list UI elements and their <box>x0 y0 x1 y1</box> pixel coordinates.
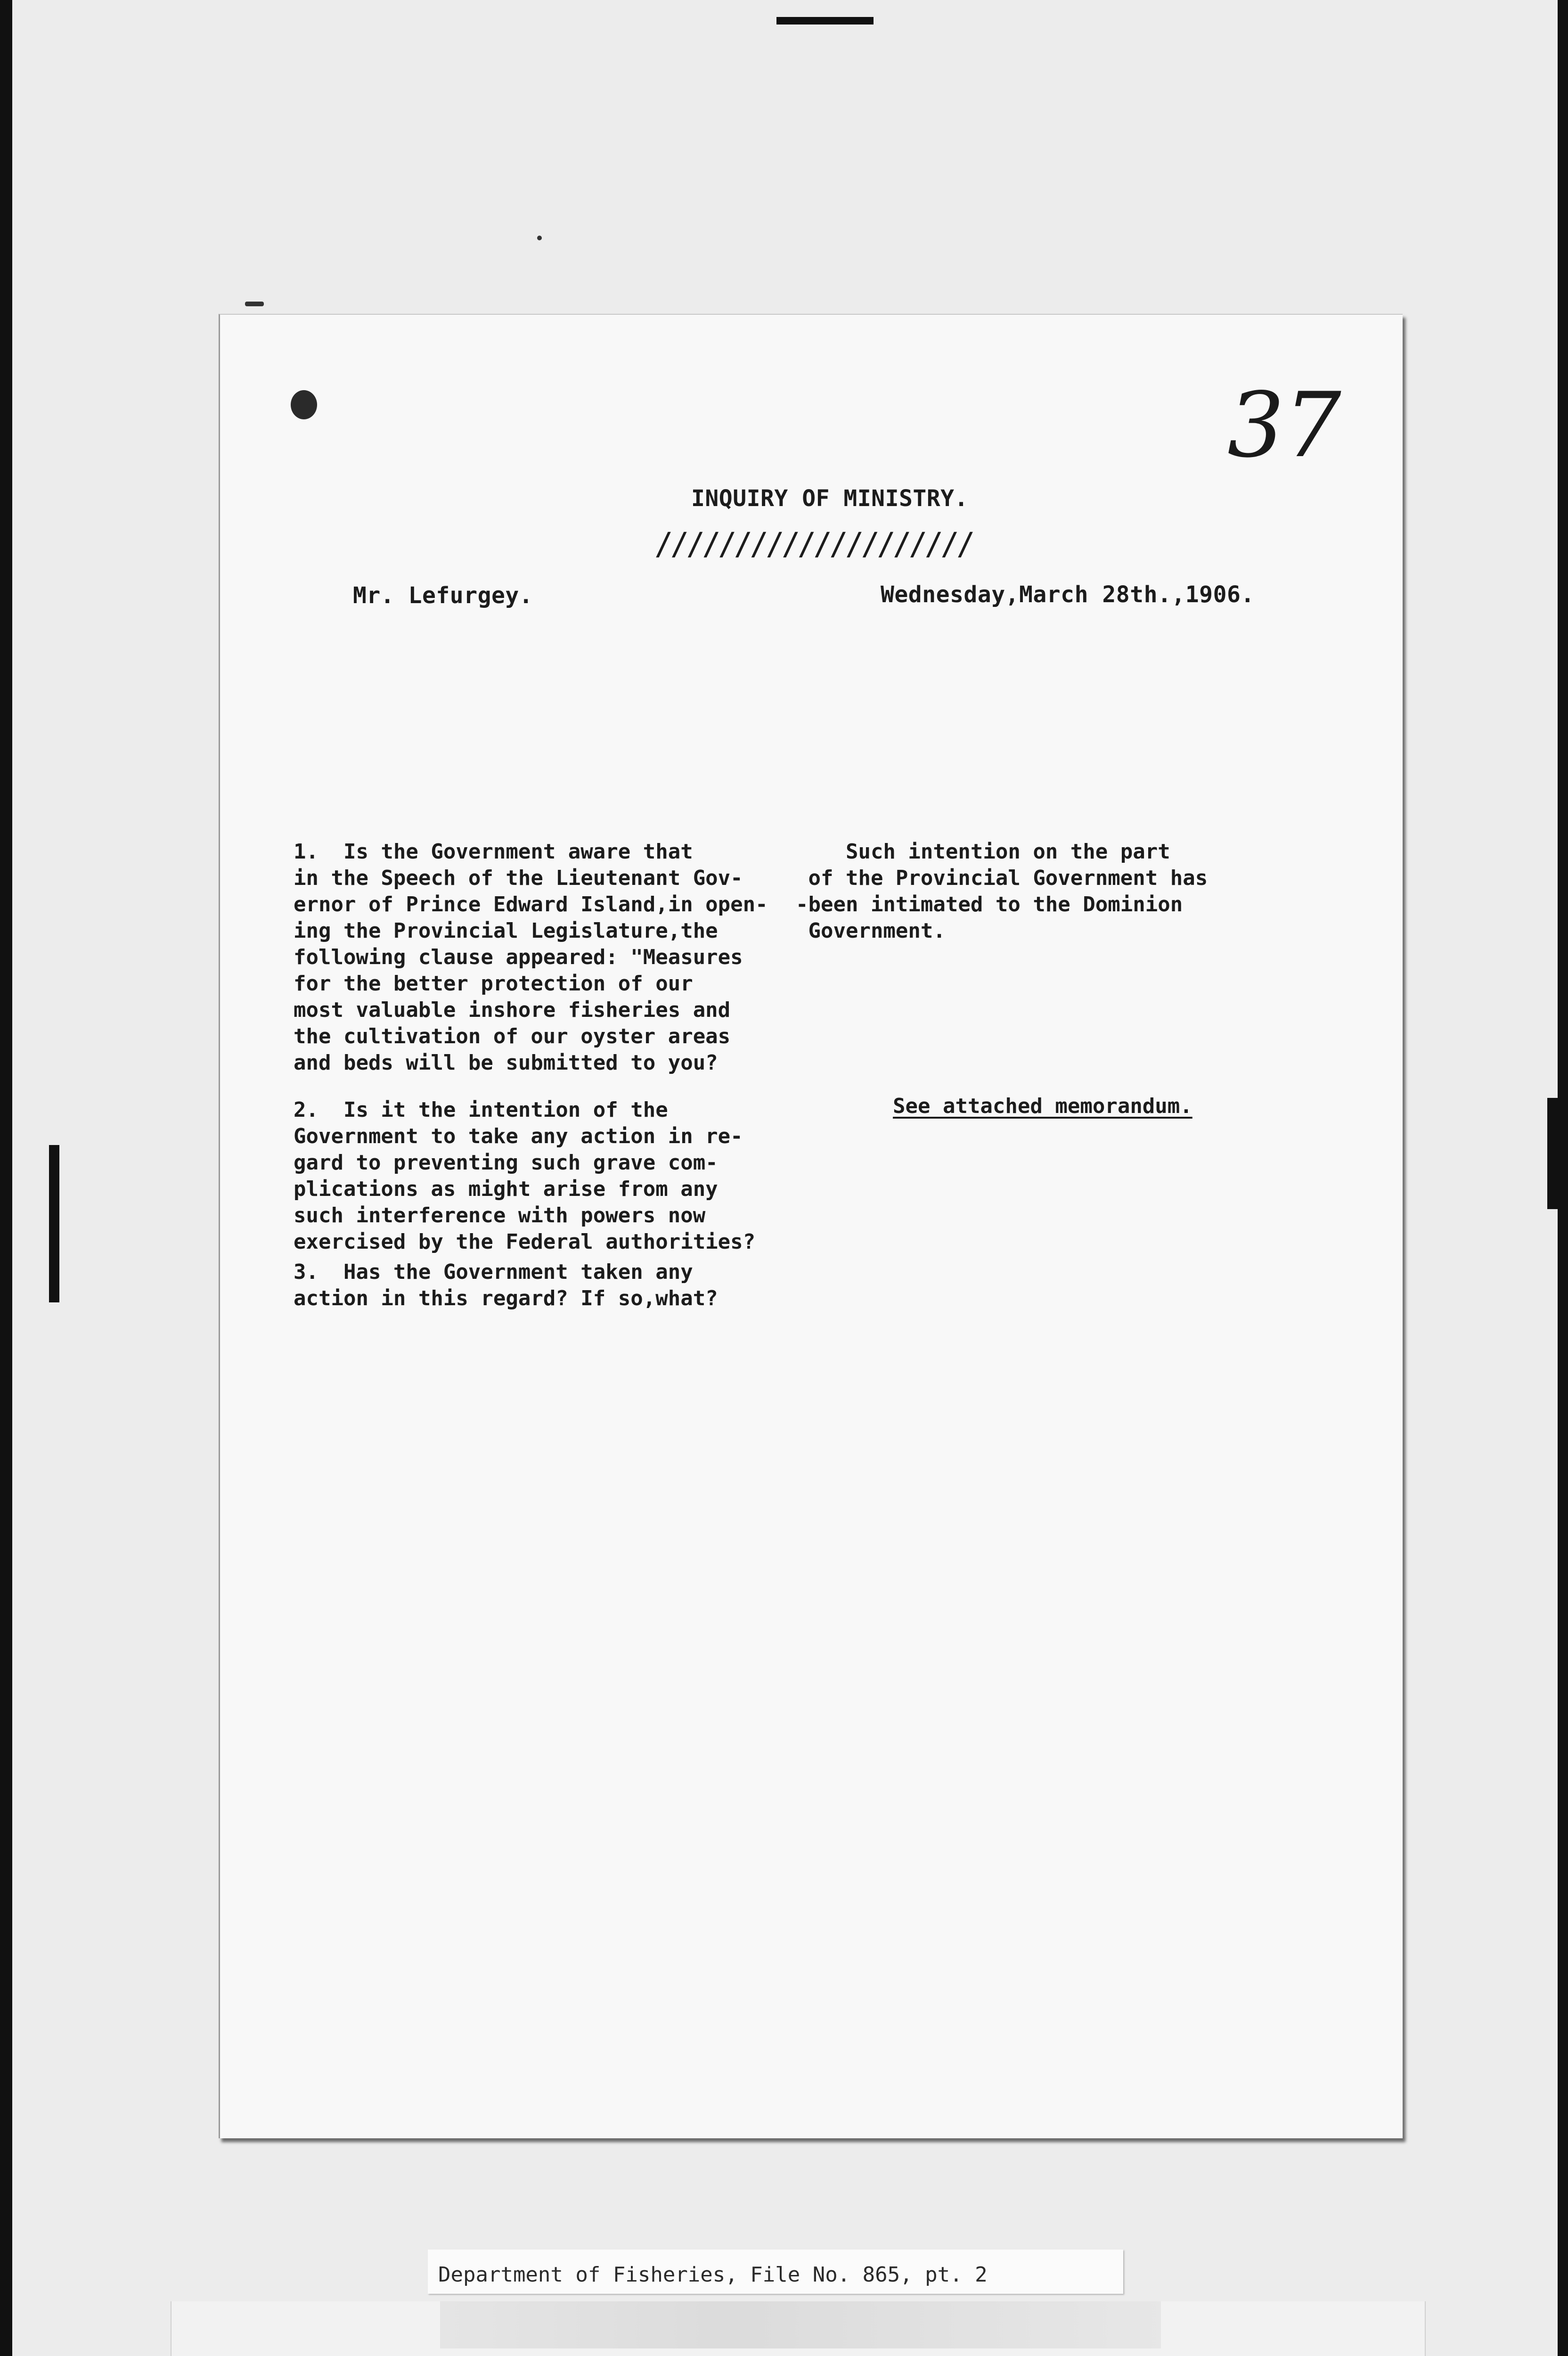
ink-blot <box>291 390 317 419</box>
file-reference-label <box>428 2250 1123 2294</box>
archive-stamp-card <box>171 2301 1426 2356</box>
heading-separator: //////////////////// <box>654 526 972 562</box>
card-smudge <box>440 2301 1161 2348</box>
document-date: Wednesday,March 28th.,1906. <box>881 581 1255 608</box>
film-mark-left <box>49 1145 59 1302</box>
folio-number: 37 <box>1227 373 1341 477</box>
film-mark-right <box>1547 1098 1558 1209</box>
question-3: 3. Has the Government taken any action in this regard? If so,what? <box>294 1260 718 1310</box>
typed-document-page <box>219 314 1403 2138</box>
file-reference-text: Department of Fisheries, File No. 865, pt. 2 <box>438 2263 988 2287</box>
document-heading: INQUIRY OF MINISTRY. <box>691 485 968 512</box>
answer-2: See attached memorandum. <box>893 1094 1192 1118</box>
answer-1: Such intention on the part of the Provincial Government has -been intimated to the Dominion Government. <box>796 840 1208 943</box>
film-speck <box>537 236 542 240</box>
member-name: Mr. Lefurgey. <box>353 582 533 609</box>
film-frame-right <box>1558 0 1568 2356</box>
question-2: 2. Is it the intention of the Government to take any action in re- gard to preventing such grave com- plications as might arise from any such interference with powers now exercised by the Federal authorities? <box>294 1098 756 1254</box>
question-1: 1. Is the Government aware that in the Speech of the Lieutenant Gov- ernor of Prince Edward Island,in open- ing the Provincial Legislature,the following clause appeared: "Measures for the better protection of our most valuable inshore fisheries and the cultivation of our oyster areas and beds will be submitted to you? <box>294 840 768 1075</box>
film-speck <box>245 302 264 306</box>
film-frame-left <box>0 0 12 2356</box>
film-frame-top-mark <box>776 17 874 25</box>
